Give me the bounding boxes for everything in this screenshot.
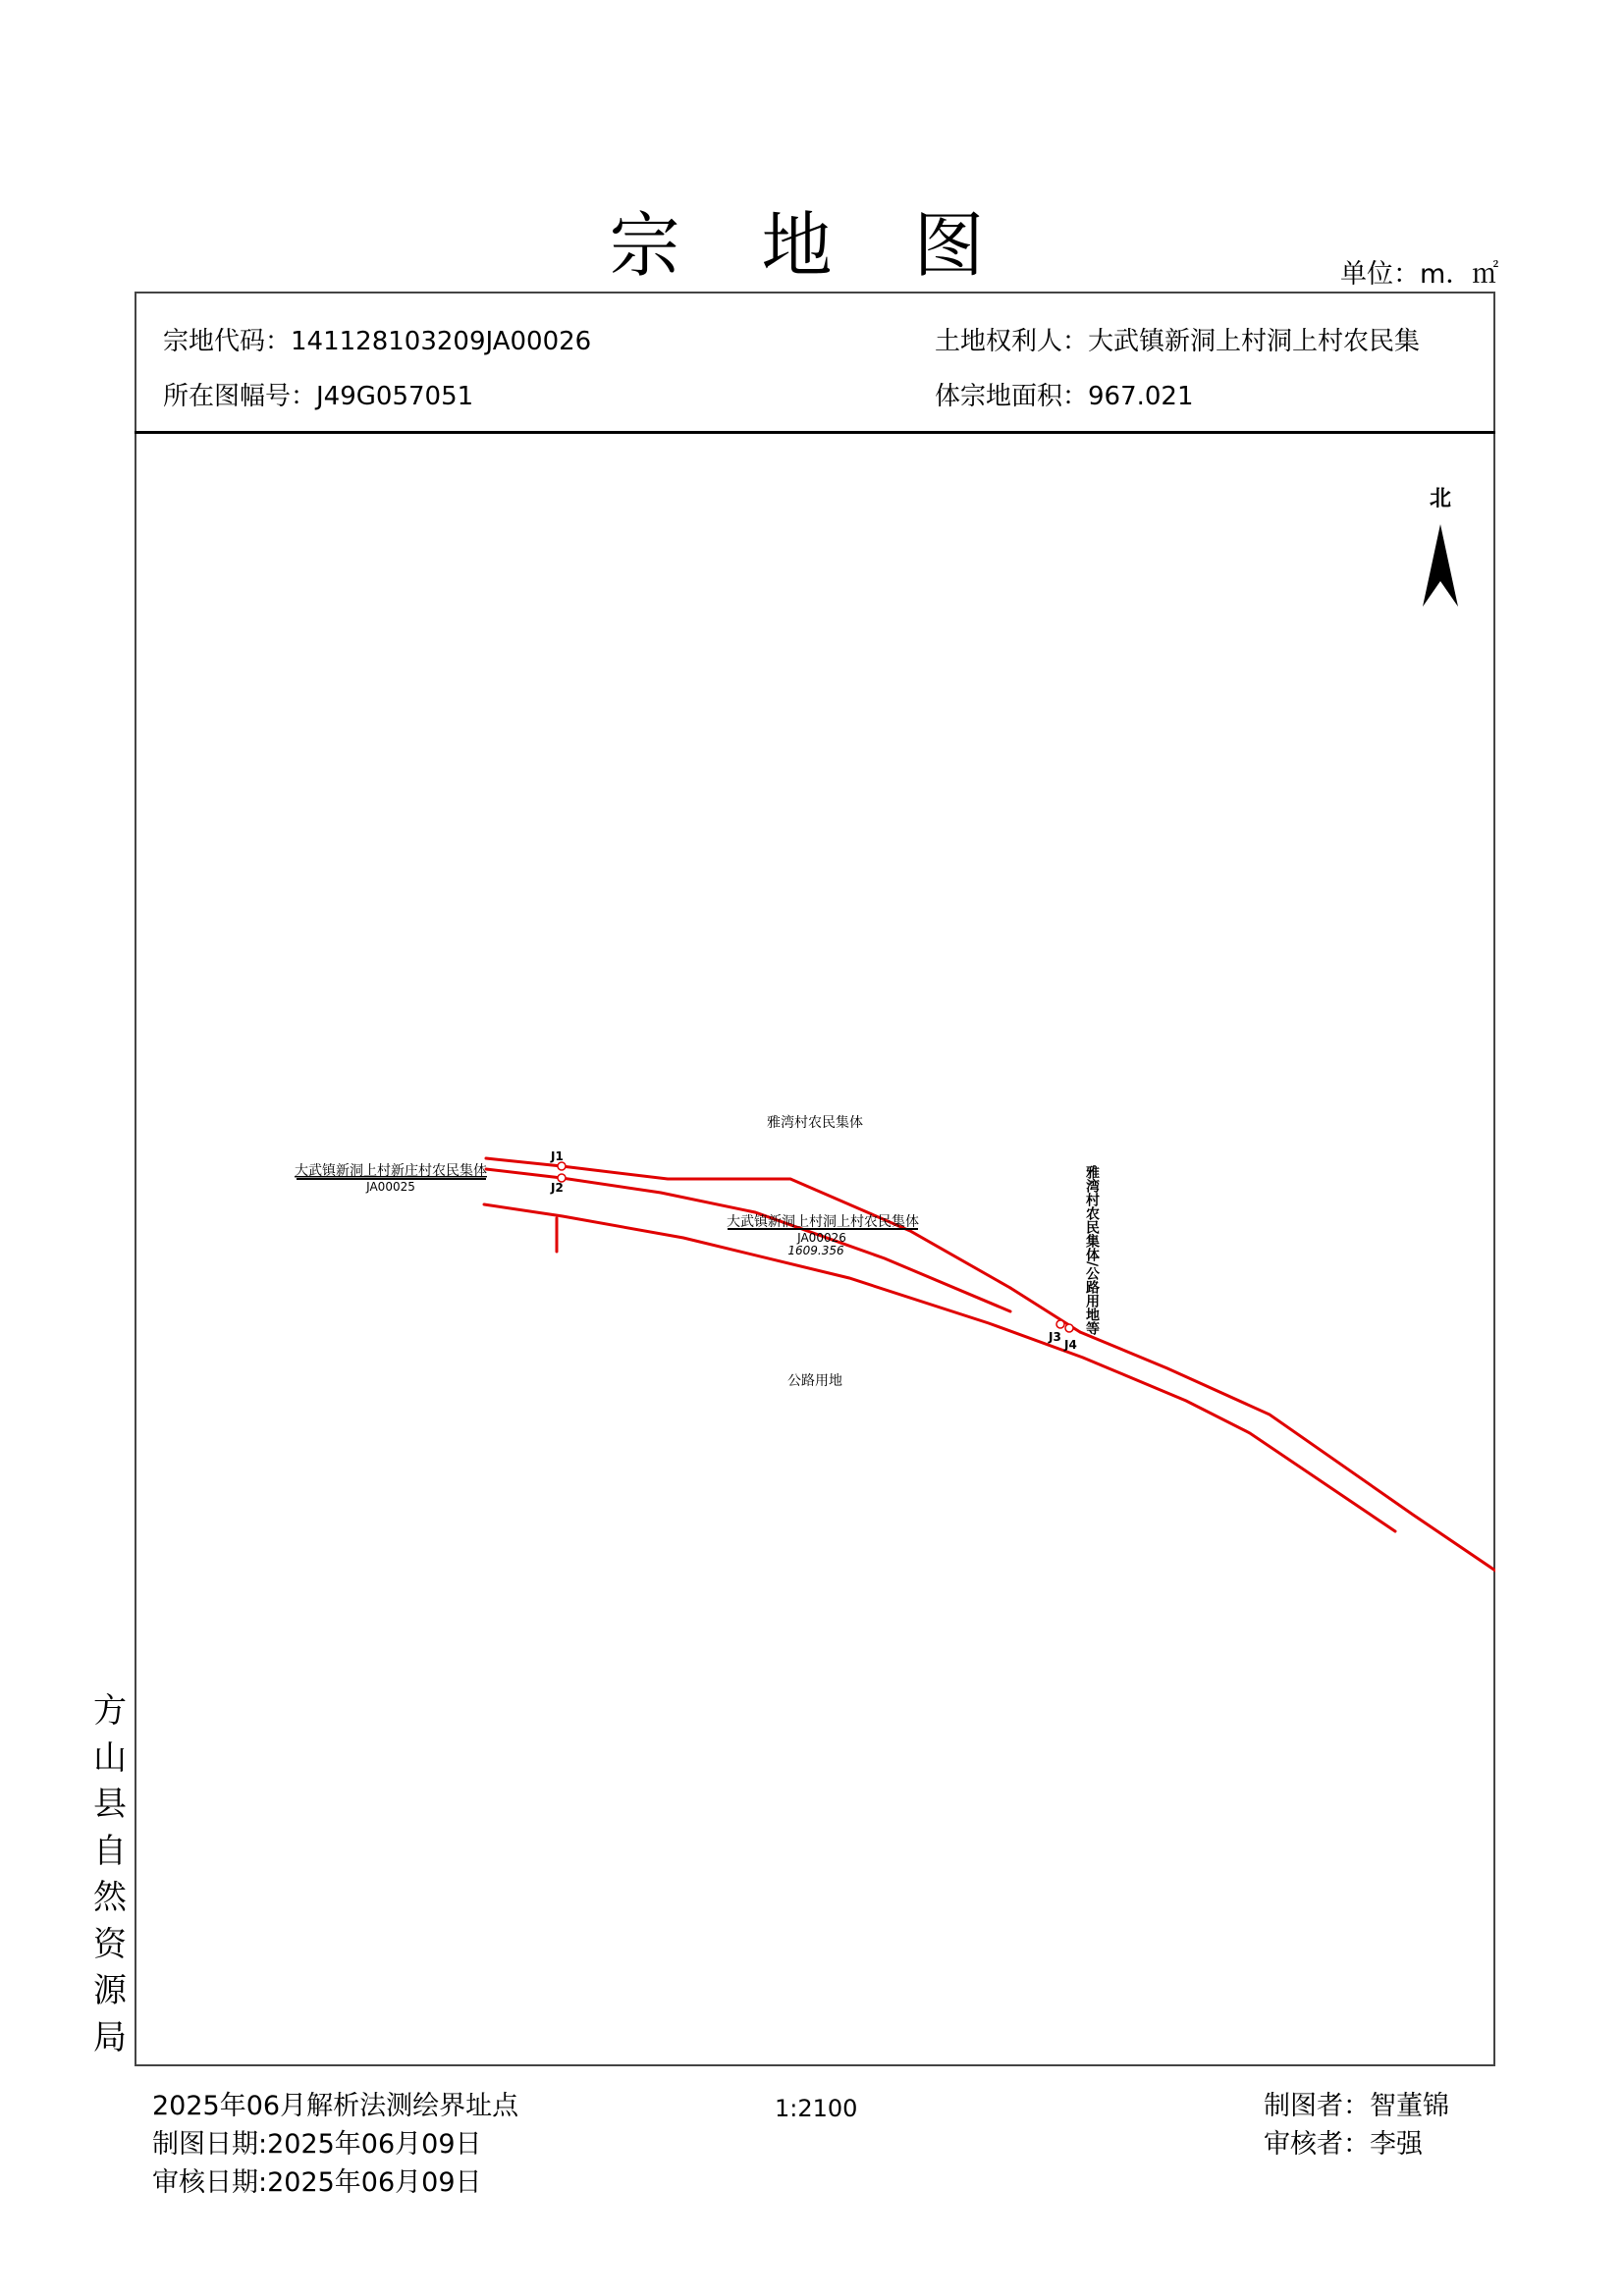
page-title: 宗 地 图: [609, 204, 1014, 287]
label-center-owner: 大武镇新洞上村洞上村农民集体: [727, 1214, 919, 1230]
reviewer: 审核者：李强: [1264, 2129, 1423, 2160]
right-holder: 土地权利人：大武镇新洞上村洞上村农民集: [935, 327, 1421, 356]
point-label-j3: J3: [1049, 1330, 1061, 1344]
organization-char: 方: [93, 1691, 127, 1731]
boundary-east-north: [1080, 1332, 1495, 1571]
label-south-neighbor: 公路用地: [787, 1373, 842, 1389]
survey-method: 2025年06月解析法测绘界址点: [152, 2091, 519, 2121]
north-arrow-right-icon: [1440, 524, 1458, 607]
drafter: 制图者：智董锦: [1264, 2091, 1449, 2121]
boundary-lines: [484, 1158, 1495, 1571]
point-label-j2: J2: [551, 1181, 564, 1195]
point-label-j1: J1: [551, 1149, 564, 1163]
map-scale: 1:2100: [775, 2095, 858, 2122]
label-west-owner: 大武镇新洞上村新庄村农民集体: [295, 1163, 487, 1179]
map-date: 制图日期:2025年06月09日: [152, 2129, 482, 2160]
organization-char: 资: [93, 1924, 127, 1964]
organization-char: 自: [93, 1831, 127, 1871]
label-east-vertical: 雅湾村农民集体/公路用地等: [1084, 1165, 1100, 1336]
label-west-code: JA00025: [366, 1180, 415, 1194]
organization-char: 县: [93, 1785, 127, 1824]
parcel-map: [135, 434, 1495, 2064]
sheet-number: 所在图幅号：J49G057051: [163, 382, 474, 411]
review-date: 审核日期:2025年06月09日: [152, 2167, 482, 2198]
organization-char: 局: [93, 2017, 127, 2057]
north-label: 北: [1429, 487, 1452, 511]
point-j4: [1065, 1324, 1073, 1332]
info-header: [135, 292, 1495, 434]
point-label-j4: J4: [1064, 1338, 1077, 1352]
boundary-south: [484, 1204, 1395, 1531]
boundary-upper-west: [486, 1169, 1010, 1311]
organization-char: 山: [93, 1737, 127, 1778]
organization-char: 然: [93, 1878, 127, 1917]
point-j3: [1056, 1320, 1064, 1328]
point-j1: [558, 1162, 566, 1170]
label-center-code: JA00026: [797, 1231, 846, 1245]
unit-label: 单位：m．㎡: [1340, 259, 1499, 290]
parcel-area: 体宗地面积：967.021: [935, 382, 1194, 411]
parcel-code: 宗地代码：141128103209JA00026: [163, 327, 592, 356]
organization-char: 源: [93, 1971, 127, 2010]
north-arrow-icon: [1423, 524, 1440, 607]
label-center-area: 1609.356: [787, 1244, 844, 1257]
label-north-neighbor: 雅湾村农民集体: [767, 1115, 863, 1131]
organization-name: [90, 1688, 130, 2061]
